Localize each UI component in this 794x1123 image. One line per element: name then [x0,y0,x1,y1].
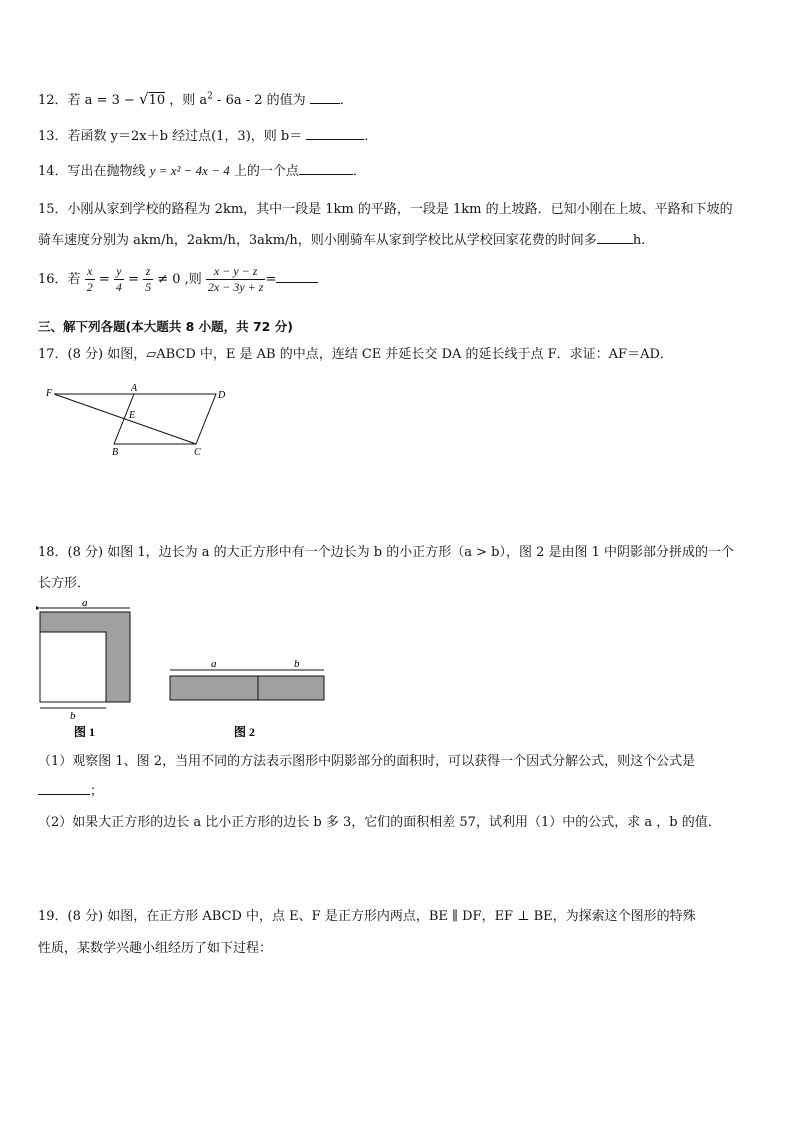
q16-number-text: 16．若 [38,272,81,287]
fig1-label-b: b [70,710,76,722]
q14-tail: 上的一个点 [233,164,299,179]
question-18-line-2: 长方形． [38,576,91,591]
q12-number-text: 12．若 a = 3 − [38,93,135,108]
label-a: A [131,383,138,394]
q14-answer-blank[interactable] [299,162,353,175]
label-d: D [218,390,226,401]
label-e: E [129,410,136,421]
fig1-caption: 图 1 [74,725,96,739]
line-fc [54,394,196,444]
figure-2 [170,658,324,739]
figure-1 [36,598,130,739]
fig2-label-a: a [211,658,217,670]
q13-answer-blank[interactable] [306,127,364,140]
section-3-heading: 三、解下列各题(本大题共 8 小题，共 72 分) [38,319,293,334]
q18-part-1-end: ； [90,784,104,799]
fraction-expression: $\frac{x - y - z}{2x - 3y + z}$ [207,264,264,294]
q12-answer-blank[interactable] [310,91,340,104]
q12-mid-text: ，则 a [169,93,208,108]
q16-equals: = [265,272,277,287]
q14-formula: y = x² − 4x − 4 [149,163,230,178]
rect-b [258,676,324,700]
question-19-line-2: 性质，某数学兴趣小组经历了如下过程： [38,941,273,956]
fraction-x-over-2: $\frac{x}{2}$ [86,264,93,294]
q12-exponent: 2 [207,91,213,102]
question-17: 17．(8 分) 如图，▱ABCD 中，E 是 AB 的中点，连结 CE 并延长交 DA 的延长线于点 F．求证：AF＝AD． [38,347,673,362]
q15-unit: h. [632,233,646,248]
q14-end: ． [352,164,366,179]
q15-line-2-text: 骑车速度分别为 akm/h，2akm/h，3akm/h，则小刚骑车从家到学校比从学校回家花费的时间多 [38,233,597,248]
question-15-line-2 [38,229,645,248]
label-b: B [112,447,119,458]
q12-end: ． [339,93,353,108]
fraction-y-over-4: $\frac{y}{4}$ [115,264,122,294]
small-square [40,632,106,702]
label-c: C [194,447,201,458]
question-12 [38,89,353,108]
fig2-caption: 图 2 [234,725,256,739]
q16-answer-blank[interactable] [276,270,318,283]
label-f: F [46,388,53,399]
question-19-line-1: 19．(8 分) 如图，在正方形 ABCD 中，点 E、F 是正方形内两点，BE ∥ DF，EF ⊥ BE，为探索这个图形的特殊 [38,909,696,924]
fig1-label-a: a [82,598,88,609]
question-15-line-1: 15．小刚从家到学校的路程为 2km，其中一段是 1km 的平路，一段是 1km 的上坡路．已知小刚在上坡、平路和下坡的 [38,202,733,217]
q12-radicand: 10 [148,93,166,108]
fig2-label-b: b [294,658,300,670]
question-16: 16．若 $\frac{x}{2}$ = $\frac{y}{4}$ = $\frac{z}{5}$ ≠ 0 ,则 $\frac{x - y - z}{2x - 3y + z}$ = [38,264,318,295]
figures-18 [36,598,336,744]
figure-parallelogram [38,382,238,462]
q18-part-2: （2）如果大正方形的边长 a 比小正方形的边长 b 多 3，它们的面积相差 57，试利用（1）中的公式，求 a ，b 的值． [38,815,721,830]
question-14 [38,160,366,179]
q16-not-zero-text: ≠ 0 ,则 [157,272,202,287]
q18-part-1-line-2 [38,780,103,799]
sqrt-sign: √ [139,90,149,108]
q18-answer-blank[interactable] [38,782,90,795]
question-18-line-1: 18．(8 分) 如图 1，边长为 a 的大正方形中有一个边长为 b 的小正方形（a > b），图 2 是由图 1 中阴影部分拼成的一个 [38,545,735,560]
q15-answer-blank[interactable] [597,231,633,244]
rect-a [170,676,258,700]
q13-text: 13．若函数 y＝2x＋b 经过点(1，3)，则 b＝ [38,129,303,144]
q13-end: ． [364,129,378,144]
question-13 [38,125,377,144]
q12-tail-text: - 6a - 2 的值为 [212,93,306,108]
q18-part-1-line-1: （1）观察图 1、图 2，当用不同的方法表示图形中阴影部分的面积时，可以获得一个因式分解公式，则这个公式是 [38,754,696,769]
q14-text: 14．写出在抛物线 [38,164,146,179]
fraction-z-over-5: $\frac{z}{5}$ [145,264,152,294]
